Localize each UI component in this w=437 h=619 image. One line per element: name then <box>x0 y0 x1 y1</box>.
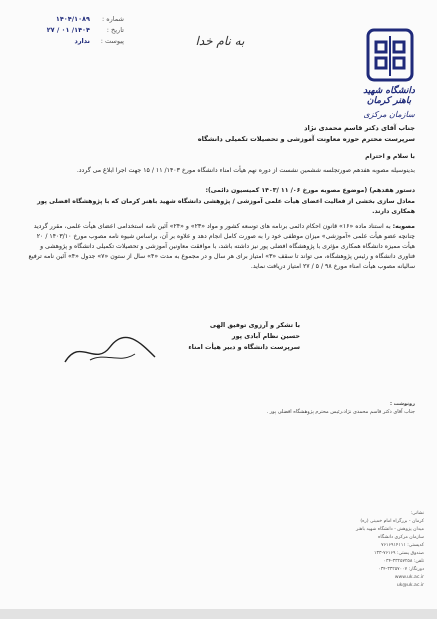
letter-attach-label: پیوست : <box>100 37 124 45</box>
recipient-block <box>22 123 415 145</box>
contact-line: سازمان مرکزی دانشگاه <box>378 535 424 540</box>
contact-line: uk@uk.ac.ir <box>396 583 424 588</box>
intro-paragraph: بدینوسیله مصوبه هفدهم صورتجلسه ششمین نشست از دوره نهم هیأت امناء دانشگاه مورخ ۱۴۰۳/ ۱۱ / ۱۵ جهت اجرا ابلاغ می گردد. <box>76 167 415 174</box>
letter-attach-row <box>14 36 124 47</box>
recipient-line-1: جناب آقای دکتر قاسم محمدی نژاد <box>304 124 415 132</box>
letter-date-row <box>14 25 124 36</box>
greeting: با سلام و احترام <box>365 153 415 160</box>
handwritten-signature <box>60 332 160 372</box>
university-name <box>355 86 423 119</box>
resolution-text: به استناد ماده «۱۶» قانون احکام دائمی برنامه های توسعه کشور و مواد «۲۳» و «۲۴» آئین نامه استخدامی اعضای هیأت علمی، مقرر گردید چنانچه عضو هیأت علمی «آموزشی» میزان موظفی خود را به صورت کامل انجام دهد و علاوه بر آن، براساس شیوه نامه مصوب مورخ ۱۴۰۳/۱۰ / ۲۰ هیأت ممیزه دانشگاه همکاری مؤثری با پژوهشگاه افضلی پور نیز داشته باشد، با موافقت معاونین آموزشی و تحصیلات تکمیلی دانشگاه و پژوهشی و فناوری دانشگاه و رئیس پژوهشگاه، می تواند تا سقف «۳» امتیاز برای هر سال و در مجموع به مدت «۴» سال از ستون «۷» جدول «۴» آئین نامه ترفیع سالیانه مصوب هیأت امناء مورخ ۹۸ / ۵ / ۲۷ امتیاز دریافت نماید. <box>28 223 415 270</box>
resolution-label: مصوبه: <box>392 223 415 230</box>
basmala: به نام خدا <box>195 34 245 48</box>
contact-line: دورنگار: ۳۳۲۵۷۰۰۷-۰۳۴ <box>378 567 424 572</box>
contact-line: صندوق پستی: ۷۶۱۶۹-۱۳۳ <box>374 551 424 556</box>
subject-paragraph: معادل سازی بخشی از فعالیت اعضای هیأت علمی آموزشی / پژوهشی دانشگاه شهید باهنر کرمان که با پژوهشگاه افضلی پور همکاری دارند. <box>37 198 415 215</box>
contact-line: تلفن: ۳۳۲۵۷۲۵۸-۰۳۴ <box>383 559 424 564</box>
signatory-name: حسین نظام آبادی پور <box>231 332 300 340</box>
letter-attach-value: ندارد <box>74 37 90 45</box>
page-bottom-edge <box>0 609 437 619</box>
contact-line: کدپستی: ۷۶۱۶۹۱۴۱۱۱ <box>381 543 424 548</box>
recipient-line-2: سرپرست محترم حوزه معاونت آموزشی و تحصیلات تکمیلی دانشگاه <box>197 135 415 143</box>
letter-meta <box>14 14 124 47</box>
letter-number-value: ۱۴۰۴/۱۰۸۹ <box>55 15 90 23</box>
university-logo-icon <box>366 28 414 82</box>
university-title: دانشگاه شهید باهنر کرمان <box>363 86 415 106</box>
letter-date-value: ۱۴۰۴/ ۰۱ / ۲۷ <box>46 26 90 34</box>
agenda-item: دستور هفدهم) (موضوع مصوبه مورخ ۰۶/ ۱۱ /۱۴۰۳ کمیسیون دائمی): <box>205 187 415 194</box>
contact-line: نشانی: <box>410 511 424 516</box>
cc-block <box>22 400 415 416</box>
university-subtitle: سازمان مرکزی <box>363 110 415 119</box>
contact-line: www.uk.ac.ir <box>394 575 424 580</box>
cc-line: جناب آقای دکتر قاسم محمدی نژاد،رئیس محترم پژوهشگاه افضلی پور . <box>266 409 415 415</box>
contact-line: میدان پژوهش - دانشگاه شهید باهنر <box>355 527 424 532</box>
letter-date-label: تاریخ : <box>106 26 124 34</box>
letter-number-row <box>14 14 124 25</box>
signature-closing: با تشکر و آرزوی توفیق الهی <box>209 321 300 329</box>
resolution-paragraph <box>22 222 415 272</box>
contact-line: کرمان - بزرگراه امام خمینی (ره) <box>360 519 424 524</box>
cc-label: رونوشت : <box>390 401 415 407</box>
letter-number-label: شماره : <box>102 15 124 23</box>
signatory-title: سرپرست دانشگاه و دبیر هیأت امناء <box>188 343 300 351</box>
signature-block <box>180 320 300 353</box>
contact-block <box>354 510 424 590</box>
